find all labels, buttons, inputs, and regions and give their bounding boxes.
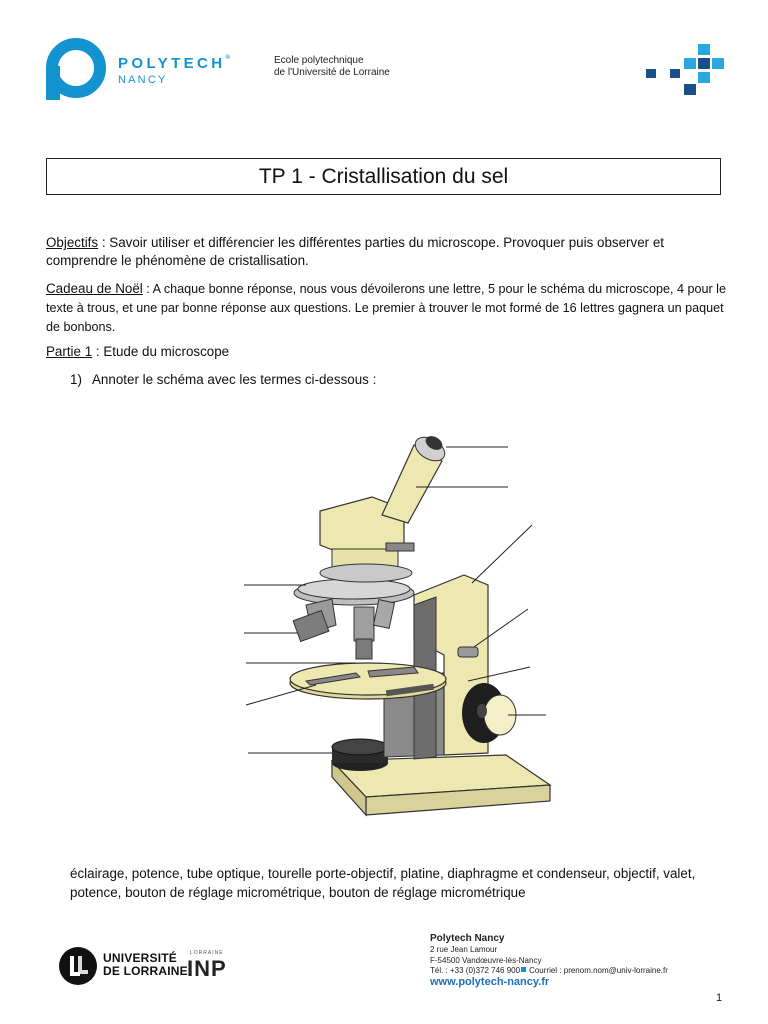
universite-lorraine-name: UNIVERSITÉ DE LORRAINE [103, 951, 188, 978]
question-text: Annoter le schéma avec les termes ci-dessous : [92, 372, 377, 387]
footer-address [430, 932, 668, 977]
gift-label: Cadeau de Noël [46, 281, 143, 296]
fine-focus-screw [458, 647, 478, 657]
illuminator [332, 739, 388, 771]
coarse-focus-knob [462, 683, 516, 743]
terms-list: éclairage, potence, tube optique, tourelle porte-objectif, platine, diaphragme et condenseur, objectif, valet, potence, bouton de réglage micrométrique, bouton de réglage micrométrique [70, 866, 696, 900]
eyepiece-tube [382, 432, 449, 523]
gift-paragraph: Cadeau de Noël : A chaque bonne réponse, nous vous dévoilerons une lettre, 5 pour le schéma du microscope, 4 pour le texte à trous, et une par bonne réponse aux questions. Le premier à trouver le mot formé de 16 lettres gagnera un paquet de bonbons. [46, 281, 726, 334]
email: Courriel : prenom.nom@univ-lorraine.fr [529, 966, 668, 975]
objective-turret [293, 579, 414, 659]
part-text: Etude du microscope [103, 344, 230, 359]
telephone: Tél. : +33 (0)372 746 900 [430, 966, 521, 975]
objectives-text: Savoir utiliser et différencier les différentes parties du microscope. Provoquer puis observer et comprendre le phénomène de cristallisation. [46, 235, 665, 268]
city: F-54500 Vandœuvre-lès-Nancy [430, 955, 542, 965]
question-number: 1) [70, 372, 82, 387]
street: 2 rue Jean Lamour [430, 945, 498, 954]
inp-small-label: LORRAINE [190, 950, 224, 956]
microscope-diagram [236, 425, 566, 825]
gift-text: A chaque bonne réponse, nous vous dévoilerons une lettre, 5 pour le schéma du microscope, 4 pour le texte à trous, et une par bonne réponse aux questions. Le premier à trouver le mot formé de 16 lettres gagnera un paquet de bonbons. [46, 282, 726, 334]
universite-lorraine-logo-icon [58, 946, 98, 986]
polytech-sub: NANCY [118, 74, 168, 86]
objectives-paragraph: Objectifs : Savoir utiliser et différencier les différentes parties du microscope. Provoquer puis observer et comprendre le phénomène de cristallisation. [46, 235, 665, 268]
part-label: Partie 1 [46, 344, 93, 359]
inp-logo-text: INP [187, 956, 227, 981]
page-number: 1 [716, 992, 723, 1004]
objectives-label: Objectifs [46, 235, 99, 250]
polytech-logo-icon [44, 36, 108, 100]
school-name: Ecole polytechnique de l'Université de Lorraine [274, 55, 390, 78]
separator-square-icon [521, 967, 526, 972]
org-name: Polytech Nancy [430, 933, 505, 944]
page-title: TP 1 - Cristallisation du sel [46, 158, 721, 195]
stage [290, 663, 446, 699]
polytech-wordmark: POLYTECH® [118, 55, 230, 72]
pixel-squares-icon [640, 42, 730, 98]
part-heading: Partie 1 : Etude du microscope [46, 344, 230, 359]
question-item [70, 372, 376, 387]
website-link[interactable]: www.polytech-nancy.fr [430, 976, 550, 988]
